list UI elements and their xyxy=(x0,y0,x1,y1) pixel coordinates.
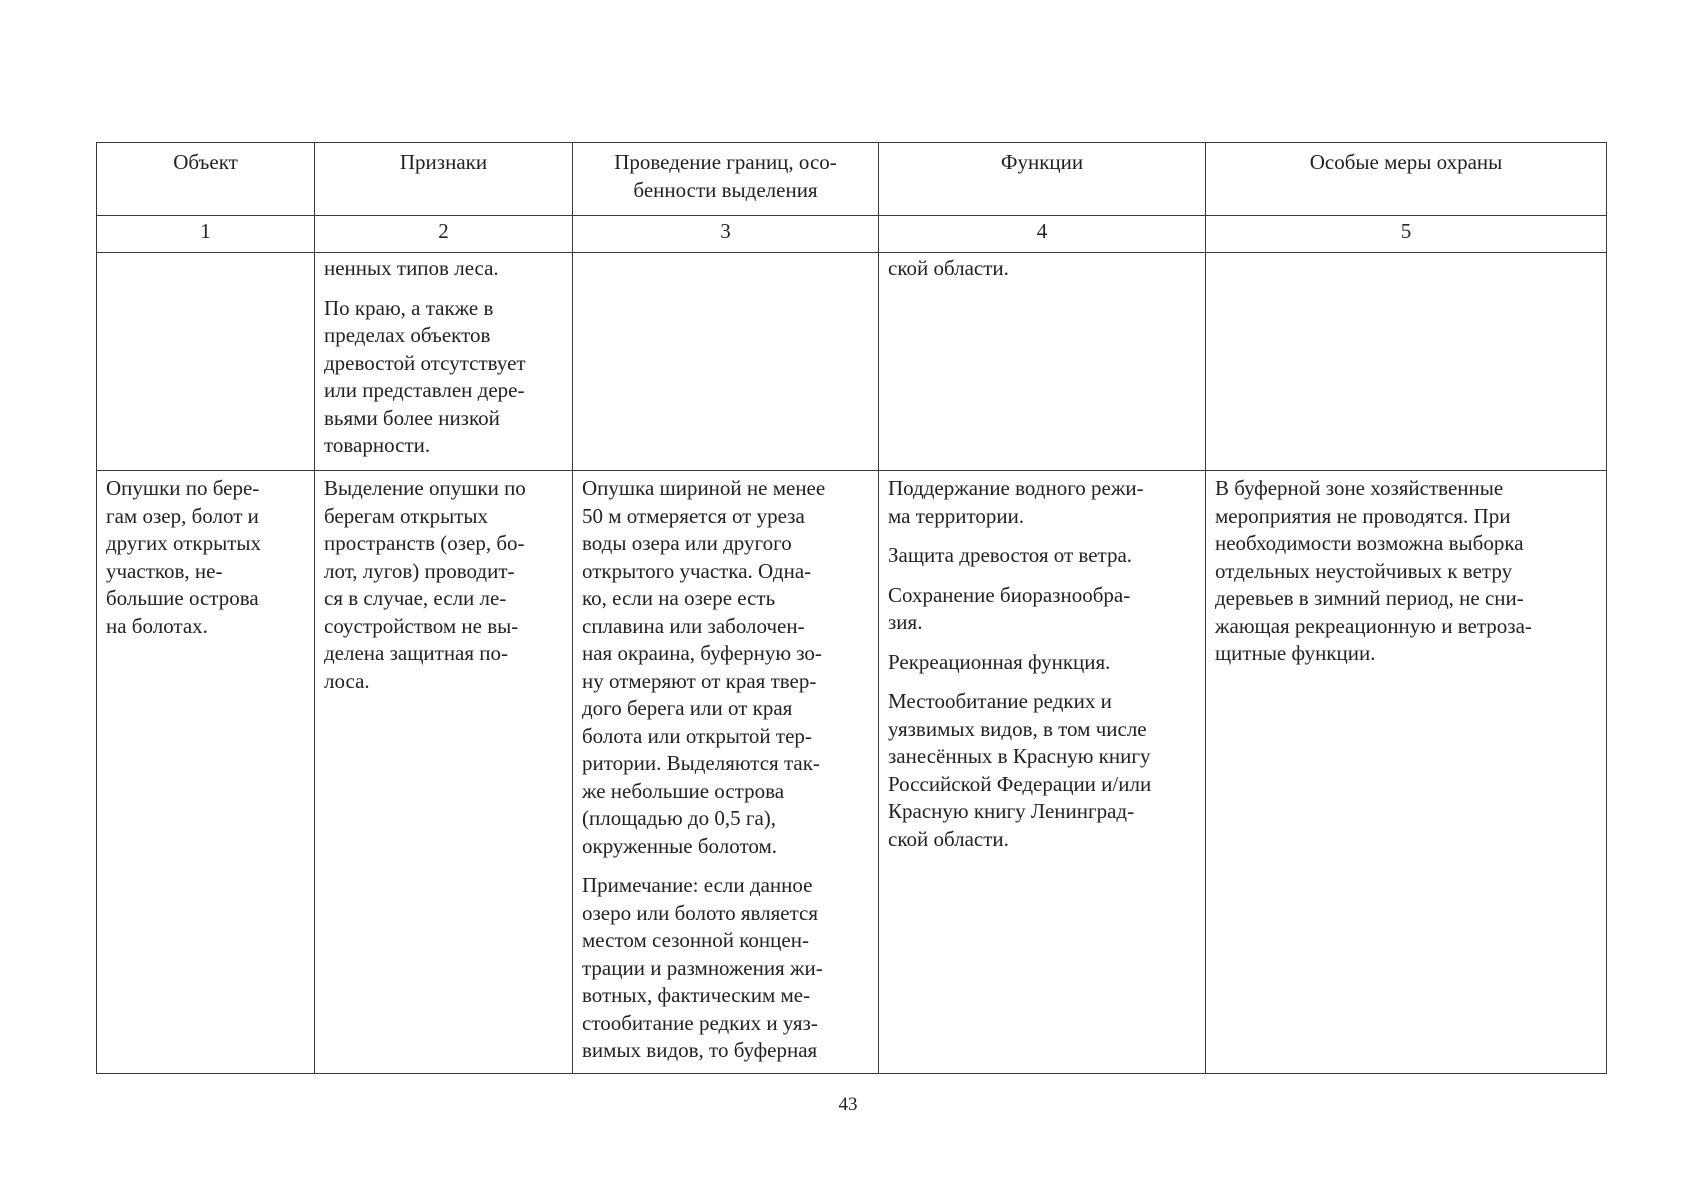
cell-functions xyxy=(879,471,1206,1074)
column-number: 4 xyxy=(879,216,1206,253)
cell-paragraph xyxy=(888,542,1196,570)
header-object xyxy=(97,143,315,216)
text-line: древостой отсутствует xyxy=(324,350,526,375)
text-line: гам озер, болот и xyxy=(106,503,259,528)
header-features xyxy=(315,143,573,216)
cell-paragraph xyxy=(888,255,1196,283)
text-line: на болотах. xyxy=(106,613,208,638)
text-line: открытого участка. Одна- xyxy=(582,558,812,583)
cell-functions xyxy=(879,253,1206,471)
text-line: жающая рекреационную и ветроза- xyxy=(1215,613,1532,638)
text-line: ма территории. xyxy=(888,503,1025,528)
text-line: делена защитная по- xyxy=(324,641,509,665)
text-line: вотных, фактическим ме- xyxy=(582,983,811,1007)
header-functions xyxy=(879,143,1206,216)
text-line: ненных типов леса. xyxy=(324,256,499,280)
column-number: 1 xyxy=(97,216,315,253)
text-line: Сохранение биоразнообра- xyxy=(888,582,1131,607)
text-line: 50 м отмеряется от уреза xyxy=(582,503,805,528)
cell-object xyxy=(97,471,315,1074)
text-line: занесённых в Красную книгу xyxy=(888,744,1151,768)
cell-paragraph xyxy=(888,475,1196,530)
text-line: болота или открытой тер- xyxy=(582,723,812,748)
text-line: других открытых xyxy=(106,531,262,555)
text-line: вимых видов, то буферная xyxy=(582,1038,818,1062)
text-line: ну отмеряют от края твер- xyxy=(582,668,817,693)
text-line: Примечание: если данное xyxy=(582,873,813,897)
text-line: Российской Федерации и/или xyxy=(888,771,1152,796)
continuation-row xyxy=(97,253,1607,471)
text-line: ритории. Выделяются так- xyxy=(582,751,820,775)
text-line: участков, не- xyxy=(106,558,223,583)
cell-paragraph xyxy=(582,475,869,860)
table-row xyxy=(97,471,1607,1074)
text-line: уязвимых видов, в том числе xyxy=(888,716,1147,741)
text-line: щитные функции. xyxy=(1215,641,1376,665)
text-line: отдельных неустойчивых к ветру xyxy=(1215,558,1513,583)
text-line: Местообитание редких и xyxy=(888,689,1112,713)
text-line: Проведение границ, осо- xyxy=(614,150,837,174)
cell-paragraph xyxy=(324,255,563,283)
cell-features xyxy=(315,253,573,471)
text-line: В буферной зоне хозяйственные xyxy=(1215,476,1504,500)
header-row xyxy=(97,143,1607,216)
text-line: бенности выделения xyxy=(633,177,818,202)
text-line: Опушки по бере- xyxy=(106,476,260,500)
text-line: Выделение опушки по xyxy=(324,476,526,500)
text-line: деревьев в зимний период, не сни- xyxy=(1215,586,1524,610)
cell-paragraph xyxy=(324,295,563,460)
cell-features xyxy=(315,471,573,1074)
cell-boundaries xyxy=(573,253,879,471)
text-line: стообитание редких и уяз- xyxy=(582,1010,818,1035)
cell-paragraph xyxy=(106,475,305,640)
text-line: пределах объектов xyxy=(324,323,491,347)
protection-measures-table xyxy=(96,142,1607,1074)
text-line: Рекреационная функция. xyxy=(888,649,1111,674)
cell-paragraph xyxy=(582,872,869,1065)
text-line: большие острова xyxy=(106,586,259,610)
cell-protection-measures xyxy=(1206,471,1607,1074)
text-line: берегам открытых xyxy=(324,503,489,528)
text-line: вьями более низкой xyxy=(324,405,500,430)
text-line: лот, лугов) проводит- xyxy=(324,558,515,583)
text-line: озеро или болото является xyxy=(582,900,819,925)
text-line: Защита древостоя от ветра. xyxy=(888,543,1133,567)
text-line: мероприятия не проводятся. При xyxy=(1215,503,1511,528)
text-line: По краю, а также в xyxy=(324,295,494,320)
text-line: местом сезонной концен- xyxy=(582,928,809,952)
header-boundaries xyxy=(573,143,879,216)
text-line: товарности. xyxy=(324,433,431,457)
text-line: ся в случае, если ле- xyxy=(324,586,507,610)
text-line: ской области. xyxy=(888,256,1009,280)
text-line: или представлен дере- xyxy=(324,378,525,402)
cell-protection-measures xyxy=(1206,253,1607,471)
cell-paragraph xyxy=(888,582,1196,637)
text-line: пространств (озер, бо- xyxy=(324,531,525,555)
page-number: 43 xyxy=(838,1094,858,1115)
column-number-row xyxy=(97,216,1607,253)
text-line: ко, если на озере есть xyxy=(582,586,776,610)
cell-paragraph xyxy=(324,475,563,695)
cell-paragraph xyxy=(1215,475,1597,668)
text-line: (площадью до 0,5 га), xyxy=(582,806,777,830)
text-line: ная окраина, буферную зо- xyxy=(582,641,822,665)
cell-paragraph xyxy=(888,688,1196,853)
text-line: соустройством не вы- xyxy=(324,613,519,638)
text-line: Функции xyxy=(1000,150,1084,174)
column-number: 2 xyxy=(315,216,573,253)
cell-object xyxy=(97,253,315,471)
text-line: трации и размножения жи- xyxy=(582,955,823,980)
text-line: Признаки xyxy=(399,150,488,174)
text-line: воды озера или другого xyxy=(582,531,792,555)
cell-boundaries xyxy=(573,471,879,1074)
text-line: Объект xyxy=(173,150,238,174)
cell-paragraph xyxy=(888,649,1196,677)
text-line: ской области. xyxy=(888,826,1009,851)
header-protection-measures xyxy=(1206,143,1607,216)
column-number: 3 xyxy=(573,216,879,253)
text-line: Поддержание водного режи- xyxy=(888,476,1144,500)
text-line: окруженные болотом. xyxy=(582,833,778,858)
text-line: Опушка шириной не менее xyxy=(582,476,826,500)
text-line: сплавина или заболочен- xyxy=(582,613,805,638)
column-number: 5 xyxy=(1206,216,1607,253)
text-line: зия. xyxy=(888,610,923,634)
text-line: Красную книгу Ленинград- xyxy=(888,799,1135,823)
text-line: лоса. xyxy=(324,668,370,693)
text-line: необходимости возможна выборка xyxy=(1215,531,1524,555)
text-line: же небольшие острова xyxy=(582,778,785,803)
text-line: Особые меры охраны xyxy=(1309,150,1503,174)
text-line: дого берега или от края xyxy=(582,696,793,720)
